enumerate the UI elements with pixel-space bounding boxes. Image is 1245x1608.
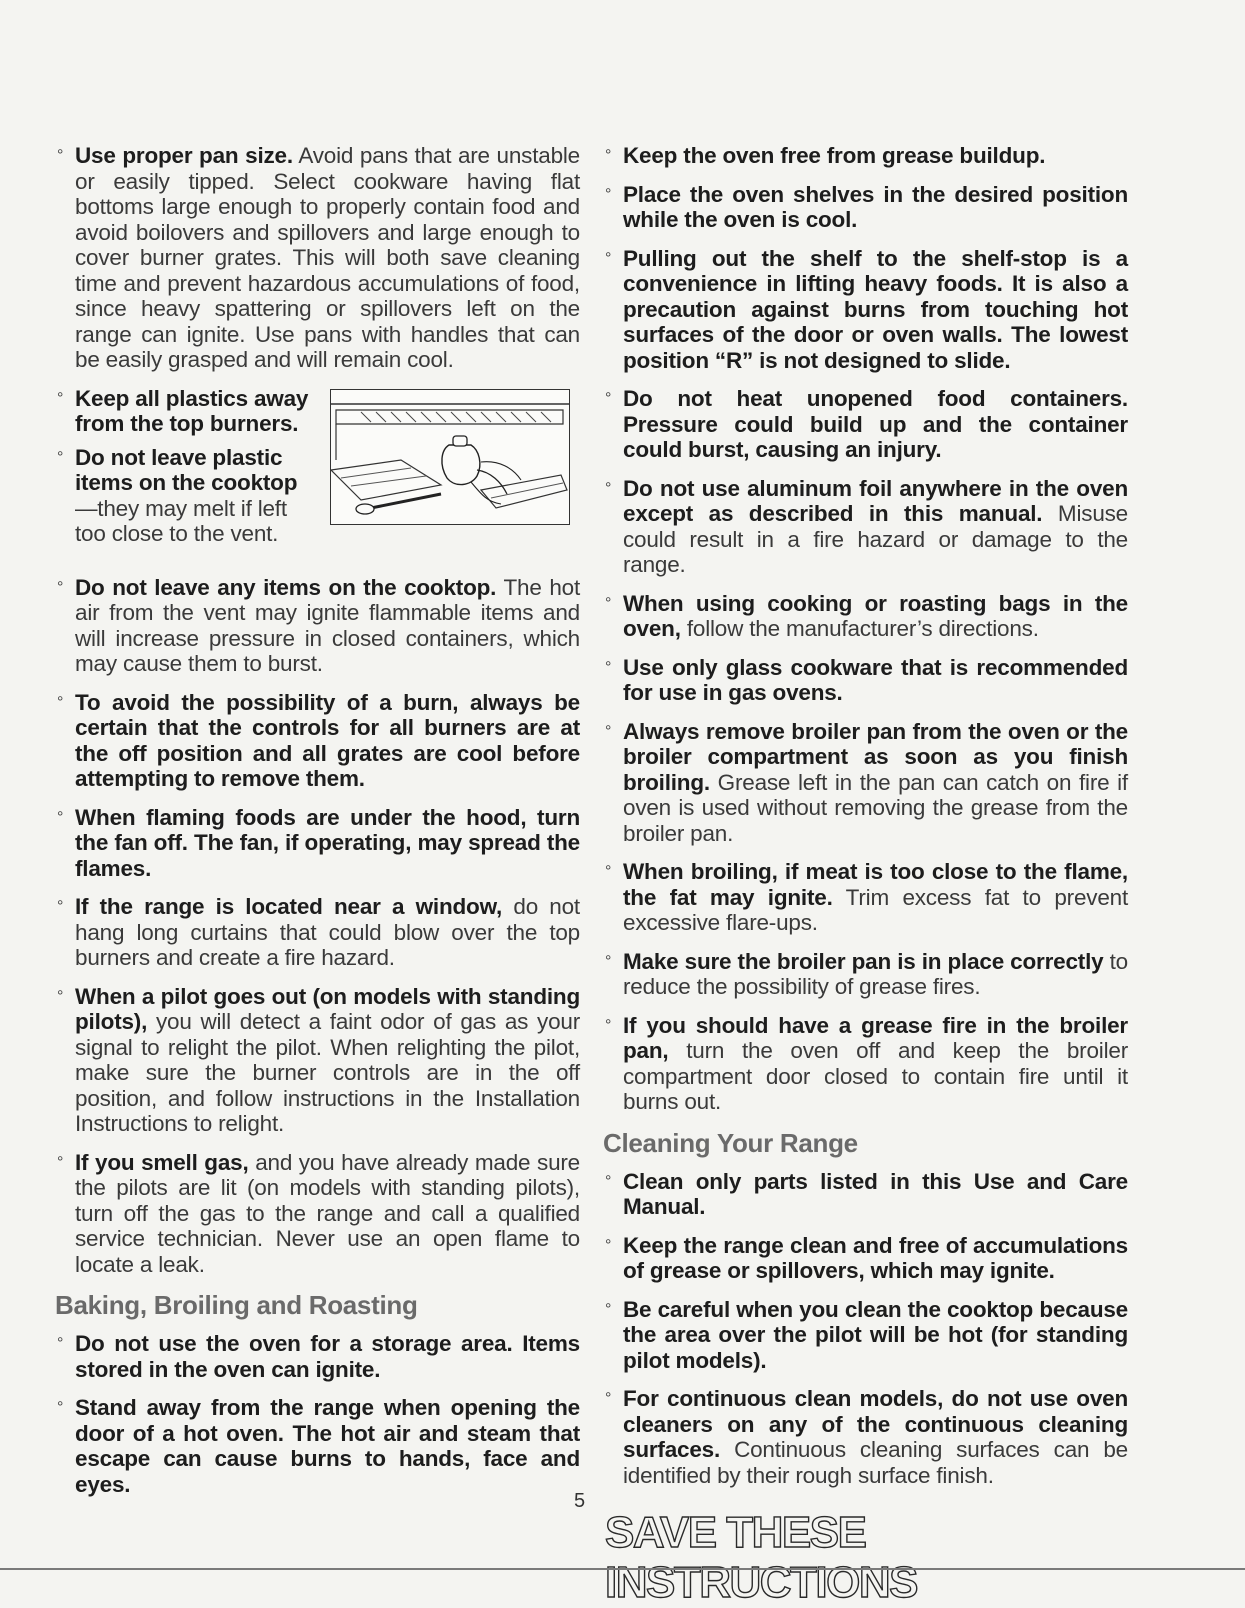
list-item: ° If you smell gas, and you have already made sure the pilots are lit (on models with standing pilots), turn off the gas to the range and call a qualified service technician. Never use an open flame to locate a leak. — [57, 1149, 580, 1277]
bullet: ° — [57, 808, 64, 826]
bullet: ° — [605, 952, 612, 970]
save-instructions-title: SAVE THESE INSTRUCTIONS — [605, 1508, 917, 1607]
cooktop-plastic-icon — [331, 390, 569, 524]
list-item: ° When a pilot goes out (on models with standing pilots), you will detect a faint odor of gas as your signal to relight the pilot. When relighting the pilot, make sure the burner controls are in the off position, and follow instructions in the Installation Instructions to relight. — [57, 983, 580, 1136]
list-item: ° When using cooking or roasting bags in the oven, follow the manufacturer’s directions. — [605, 590, 1128, 641]
bullet: ° — [57, 898, 64, 915]
list-item: ° Keep the range clean and free of accumulations of grease or spillovers, which may ignite. — [605, 1232, 1128, 1283]
bullet: ° — [57, 1399, 64, 1416]
bullet: ° — [57, 389, 64, 407]
bullet: ° — [57, 147, 64, 164]
list-item: ° Clean only parts listed in this Use and Care Manual. — [605, 1168, 1128, 1219]
bullet: ° — [605, 479, 612, 497]
bullet: ° — [605, 863, 612, 880]
list-item: ° Do not use aluminum foil anywhere in the oven except as described in this manual. Misuse could result in a fire hazard or damage to the range. — [605, 475, 1128, 577]
bullet: ° — [605, 722, 612, 740]
bullet: ° — [605, 658, 612, 676]
list-item: ° Use only glass cookware that is recommended for use in gas ovens. — [605, 654, 1128, 705]
left-top-list — [55, 143, 580, 373]
plastics-list — [55, 386, 315, 555]
list-item: ° Make sure the broiler pan is in place correctly to reduce the possibility of grease fires. — [605, 948, 1128, 999]
list-item: ° If you should have a grease fire in the broiler pan, turn the oven off and keep the broiler compartment door closed to contain fire until it burns out. — [605, 1012, 1128, 1114]
list-item: ° When broiling, if meat is too close to the flame, the fat may ignite. Trim excess fat to prevent excessive flare-ups. — [605, 859, 1128, 935]
bullet: ° — [57, 448, 64, 466]
list-item: ° Always remove broiler pan from the oven or the broiler compartment as soon as you finish broiling. Grease left in the pan can catch on fire if oven is used without removing the grease from the broiler pan. — [605, 718, 1128, 846]
list-item: ° Keep all plastics away from the top burners. — [57, 385, 309, 436]
bullet: ° — [605, 1390, 612, 1407]
list-item: ° Do not use the oven for a storage area. Items stored in the oven can ignite. — [57, 1331, 580, 1382]
section-heading-baking: Baking, Broiling and Roasting — [55, 1290, 418, 1320]
list-item: ° Stand away from the range when opening the door of a hot oven. The hot air and steam that escape can cause burns to hands, face and eyes. — [57, 1395, 580, 1497]
list-item: ° If the range is located near a window, do not hang long curtains that could blow over the top burners and create a fire hazard. — [57, 894, 580, 970]
list-item: ° Do not leave any items on the cooktop. The hot air from the vent may ignite flammable items and will increase pressure in closed containers, which may cause them to burst. — [57, 574, 581, 676]
left-bottom-list — [55, 575, 580, 1278]
bullet: ° — [57, 578, 64, 596]
page-number: 5 — [574, 1490, 586, 1512]
list-item: ° When flaming foods are under the hood, turn the fan off. The fan, if operating, may spread the flames. — [57, 804, 580, 881]
list-item: ° For continuous clean models, do not use oven cleaners on any of the continuous cleaning surfaces. Continuous cleaning surfaces can be identified by their rough surface finish. — [605, 1386, 1128, 1488]
bullet: ° — [57, 1153, 64, 1171]
left-column — [55, 143, 580, 1510]
bullet: ° — [605, 1016, 612, 1034]
section-heading-cleaning: Cleaning Your Range — [603, 1127, 858, 1158]
bullet: ° — [605, 390, 612, 407]
list-item: ° To avoid the possibility of a burn, always be certain that the controls for all burners are at the off position and all grates are cool before attempting to remove them. — [57, 689, 580, 791]
list-item: ° Do not leave plastic items on the cooktop—they may melt if left too close to the vent. — [57, 444, 298, 546]
bullet: ° — [605, 185, 612, 203]
bullet: ° — [57, 987, 64, 1005]
bullet: ° — [57, 693, 64, 711]
bullet: ° — [605, 1300, 612, 1318]
baking-list — [55, 1331, 580, 1497]
cooktop-vent-illustration — [330, 389, 570, 525]
list-item: ° Use proper pan size. Avoid pans that are unstable or easily tipped. Select cookware having flat bottoms large enough to properly contain food and avoid boilovers and spillovers and large enough to cover burner grates. This will both save cleaning time and prevent hazardous accumulations of food, since heavy spattering or spillovers left on the range can ignite. Use pans with handles that can be easily grasped and will remain cool. — [57, 143, 581, 372]
bullet: ° — [605, 1236, 612, 1254]
right-list — [603, 143, 1128, 1115]
list-item: ° Be careful when you clean the cooktop because the area over the pilot will be hot (for standing pilot models). — [605, 1296, 1128, 1373]
cleaning-list — [603, 1169, 1128, 1489]
list-item: ° Keep the oven free from grease buildup. — [605, 143, 1046, 168]
list-item: ° Do not heat unopened food containers. Pressure could build up and the container could burst, causing an injury. — [605, 386, 1128, 462]
bullet: ° — [605, 1172, 612, 1190]
right-column — [603, 143, 1128, 1608]
list-item: ° Pulling out the shelf to the shelf-stop is a convenience in lifting heavy foods. It is also a precaution against burns from touching hot surfaces of the door or oven walls. The lowest position “R” is not designed to slide. — [605, 245, 1128, 373]
list-item: ° Place the oven shelves in the desired position while the oven is cool. — [605, 181, 1128, 232]
bullet: ° — [605, 147, 612, 164]
bullet: ° — [605, 249, 612, 267]
bullet: ° — [605, 594, 612, 612]
bottom-rule — [0, 1568, 1245, 1570]
plastics-warning-with-illustration — [55, 386, 580, 562]
bullet: ° — [57, 1335, 64, 1352]
